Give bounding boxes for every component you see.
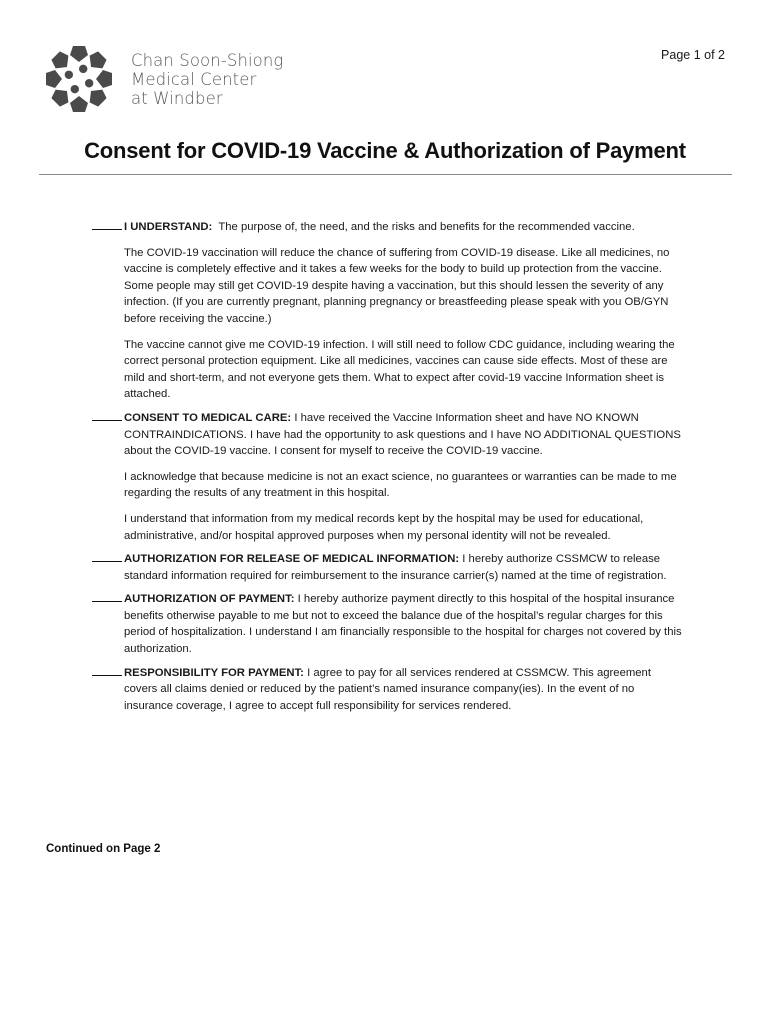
consent-sections <box>92 219 682 721</box>
initials-blank[interactable] <box>92 551 124 568</box>
section-heading <box>92 665 682 715</box>
consent-section-responsibility-payment <box>92 665 682 715</box>
title-divider <box>39 174 732 175</box>
section-paragraph: The COVID-19 vaccination will reduce the chance of suffering from COVID-19 disease. Like all medicines, no vaccine is completely effective and it takes a few weeks for the body to build up protection from the vaccine. Some people may still get COVID-19 despite having a vaccination, but this should lessen the severity of any infection. (If you are currently pregnant, planning pregnancy or breastfeeding please speak with you OB/GYN before receiving the vaccine.) <box>124 246 670 325</box>
section-paragraph: I understand that information from my medical records kept by the hospital may be used for educational, administrative, and/or hospital approved purposes when my personal identity will not be revealed. <box>124 512 644 542</box>
section-heading <box>92 219 682 236</box>
section-paragraph: The vaccine cannot give me COVID-19 infection. I will still need to follow CDC guidance, including wearing the correct personal protection equipment. Like all medicines, vaccines can cause side effects. Most of these are mild and short-term, and not everyone gets them. What to expect after covid-19 vaccine Information sheet is attached. <box>124 338 675 401</box>
section-heading <box>92 551 682 584</box>
organization-name-line: Chan Soon-Shiong <box>131 51 284 70</box>
initials-blank[interactable] <box>92 591 124 608</box>
consent-section-release-info <box>92 551 682 584</box>
section-label: CONSENT TO MEDICAL CARE: <box>124 411 292 424</box>
section-label: I UNDERSTAND: <box>124 221 213 233</box>
section-text: I agree to pay for all services rendered at CSSMCW. This agreement covers all claims denied or reduced by the patient’s named insurance company(ies). In the event of no insurance coverage, I agree to accept full responsibility for services rendered. <box>124 666 651 712</box>
consent-section-medical-care <box>92 410 682 544</box>
organization-name-line: Medical Center <box>131 70 257 89</box>
initials-blank[interactable] <box>92 665 124 682</box>
section-heading <box>92 591 682 657</box>
section-text: I have received the Vaccine Information sheet and have NO KNOWN CONTRAINDICATIONS. I have had the opportunity to ask questions and I have NO ADDITIONAL QUESTIONS about the COVID-19 vaccine. I consent for myself to receive the COVID-19 vaccine. <box>124 411 681 458</box>
page-indicator: Page 1 of 2 <box>661 48 725 62</box>
logo-icon <box>44 44 114 114</box>
initials-blank[interactable] <box>92 219 124 236</box>
section-label: RESPONSIBILITY FOR PAYMENT: <box>124 666 304 679</box>
document-title: Consent for COVID-19 Vaccine & Authorization of Payment <box>84 138 686 163</box>
section-text: The purpose of, the need, and the risks and benefits for the recommended vaccine. <box>218 221 635 233</box>
section-text: I hereby authorize payment directly to this hospital of the hospital insurance benefits otherwise payable to me but not to exceed the balance due of the hospital’s regular charges for this period of hospitalization. I understand I am financially responsible to the hospital for charges not covered by this authorization. <box>124 593 682 656</box>
continued-note: Continued on Page 2 <box>46 843 161 855</box>
section-label: AUTHORIZATION OF PAYMENT: <box>124 593 295 606</box>
organization-name <box>131 51 283 108</box>
section-label: AUTHORIZATION FOR RELEASE OF MEDICAL INFORMATION: <box>124 553 460 566</box>
consent-section-authorization-payment <box>92 591 682 657</box>
section-text: I hereby authorize CSSMCW to release standard information required for reimbursement to the insurance carrier(s) named at the time of registration. <box>124 553 667 582</box>
section-heading <box>92 410 682 460</box>
section-paragraph: I acknowledge that because medicine is not an exact science, no guarantees or warranties can be made to me regarding the results of any treatment in this hospital. <box>124 470 677 500</box>
consent-section-understand <box>92 219 682 403</box>
initials-blank[interactable] <box>92 410 124 427</box>
organization-name-line: at Windber <box>131 89 223 108</box>
